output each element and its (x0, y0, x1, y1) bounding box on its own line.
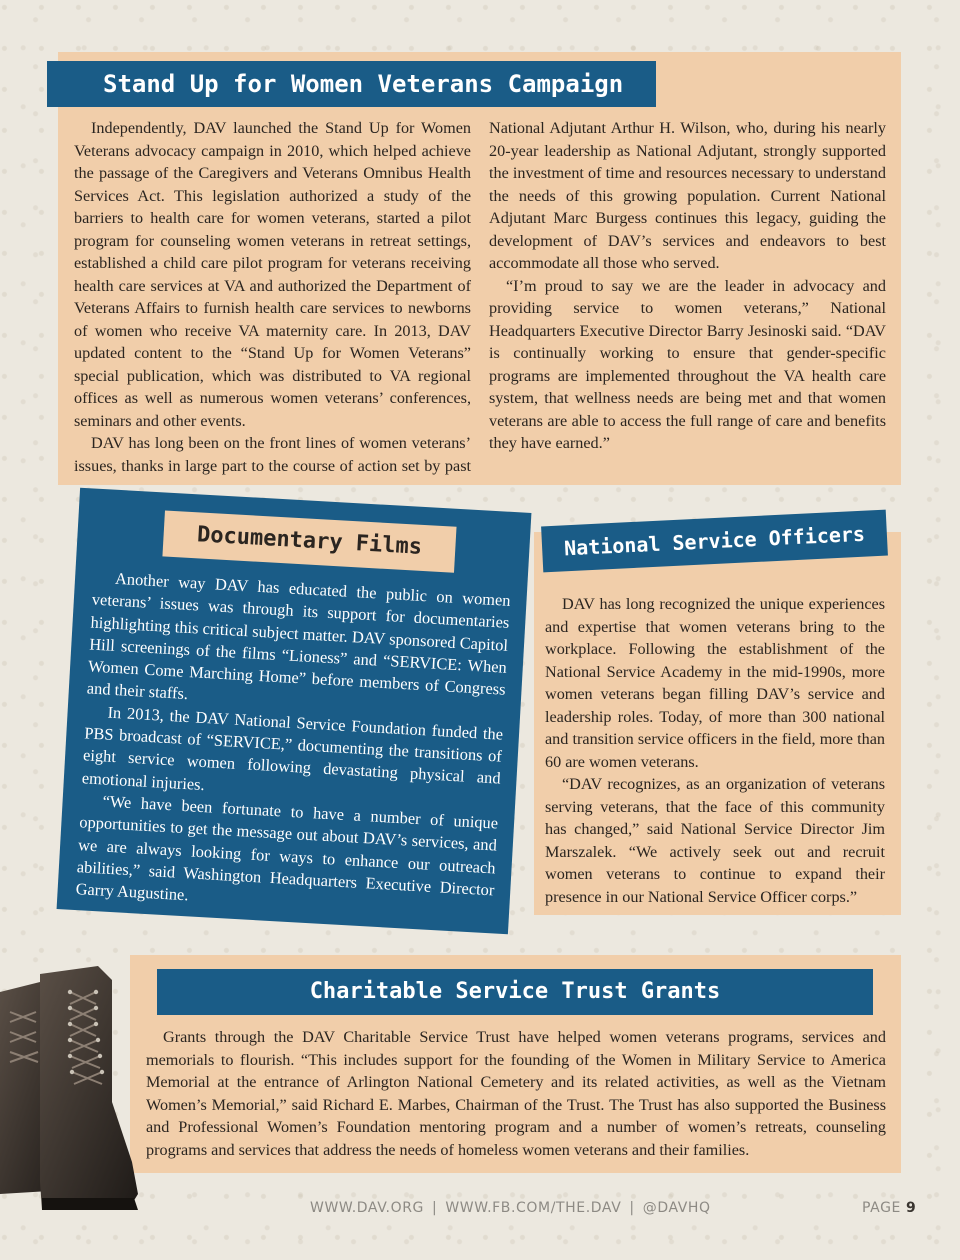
national-service-officers-heading: National Service Officers (541, 510, 888, 573)
paragraph: Another way DAV has educated the public on women veterans’ issues was through its support for documentaries highlighting this critical subject matter. DAV sponsored Capitol Hill screenings of the films “Lioness” and “SERVICE: When Women Come Marching Home” before members of Congress and their staffs. (86, 568, 512, 704)
footer-links (310, 1200, 730, 1216)
paragraph: DAV has long recognized the unique experiences and expertise that women veterans bring to the workplace. Following the establishment of the National Service Academy in the mid-1990s, more women veterans began filling DAV’s service and leadership roles. Today, of more than 300 national and transition service officers in the field, more than 60 are women veterans. (545, 595, 885, 771)
footer-link-website[interactable]: WWW.DAV.ORG (310, 1200, 425, 1216)
footer-link-facebook[interactable]: WWW.FB.COM/THE.DAV (445, 1200, 622, 1216)
footer-separator: | (432, 1200, 438, 1216)
combat-boots-illustration (0, 962, 142, 1212)
documentary-films-heading: Documentary Films (162, 510, 456, 572)
page-number (862, 1200, 916, 1216)
paragraph: “DAV recognizes, as an organization of veterans serving veterans, that the face of this community has changed,” said National Service Director Jim Marszalek. “We actively seek out and recruit women veterans to continue to expand their presence in our National Service Officer corps.” (545, 775, 885, 906)
paragraph: Independently, DAV launched the Stand Up for Women Veterans advocacy campaign in 2010, which helped achieve the passage of the Caregivers and Veterans Omnibus Health Services Act. This legislation authorized a study of the barriers to health care for women veterans, started a pilot program for counseling women veterans in retreat settings, established a child care pilot program for veterans receiving health care services at VA and authorized the Department of Veterans Affairs to furnish health care services to newborns of women who receive VA maternity care. In 2013, DAV updated content to the “Stand Up for Women Veterans” special publication, which was distributed to VA regional offices as well as numerous women veterans’ conferences, seminars and other events. (74, 119, 471, 430)
documentary-films-body (75, 567, 511, 924)
national-service-officers-body (545, 593, 885, 908)
paragraph: In 2013, the DAV National Service Foundation funded the PBS broadcast of “SERVICE,” documenting the transitions of eight service women following devastating physical and emotional injuries. (81, 702, 504, 794)
stand-up-heading: Stand Up for Women Veterans Campaign (47, 61, 656, 107)
charitable-trust-heading: Charitable Service Trust Grants (157, 969, 873, 1015)
stand-up-body (74, 117, 886, 482)
paragraph: “I’m proud to say we are the leader in advocacy and providing service to women veterans,” National Headquarters Executive Director Barry Jesinoski said. “DAV is continually working to ensure that gender-specific programs are implemented throughout the VA health care system, that wellness needs are being met and that women veterans are able to access the full range of care and benefits they have earned.” (489, 276, 886, 452)
page-label: PAGE (862, 1200, 901, 1216)
documentary-films-panel (57, 488, 532, 935)
paragraph: “We have been fortunate to have a number of unique opportunities to get the message out about DAV’s services, and we are always looking for ways to enhance our outreach abilities,” said Washington Headquarters Executive Director Garry Augustine. (75, 791, 499, 905)
paragraph: DAV has long been on the front lines of women veterans’ issues, thanks in large part to the course of action set by past National Adjutant Arthur H. Wilson, who, during his nearly 20-year leadership as National Adjutant, strongly supported the investment of time and resources necessary to understand the needs of this growing population. Current National Adjutant Marc Burgess continues this legacy, guiding the development of DAV’s services and endeavors to best accommodate all those who served. (74, 119, 886, 475)
paragraph: Grants through the DAV Charitable Service Trust have helped women veterans programs, services and memorials to flourish. “This includes support for the founding of the Women in Military Service to America Memorial at the entrance of Arlington National Cemetery and its related activities, as well as the Vietnam Women’s Memorial,” said Richard E. Marbes, Chairman of the Trust. The Trust has also supported the Business and Professional Women’s Foundation mentoring program and a number of women’s retreats, counseling programs and services that address the needs of homeless women veterans and their families. (146, 1028, 886, 1159)
footer-link-twitter[interactable]: @DAVHQ (642, 1200, 711, 1216)
page-number-value: 9 (906, 1200, 917, 1216)
footer-separator: | (629, 1200, 635, 1216)
charitable-trust-body (146, 1026, 886, 1161)
